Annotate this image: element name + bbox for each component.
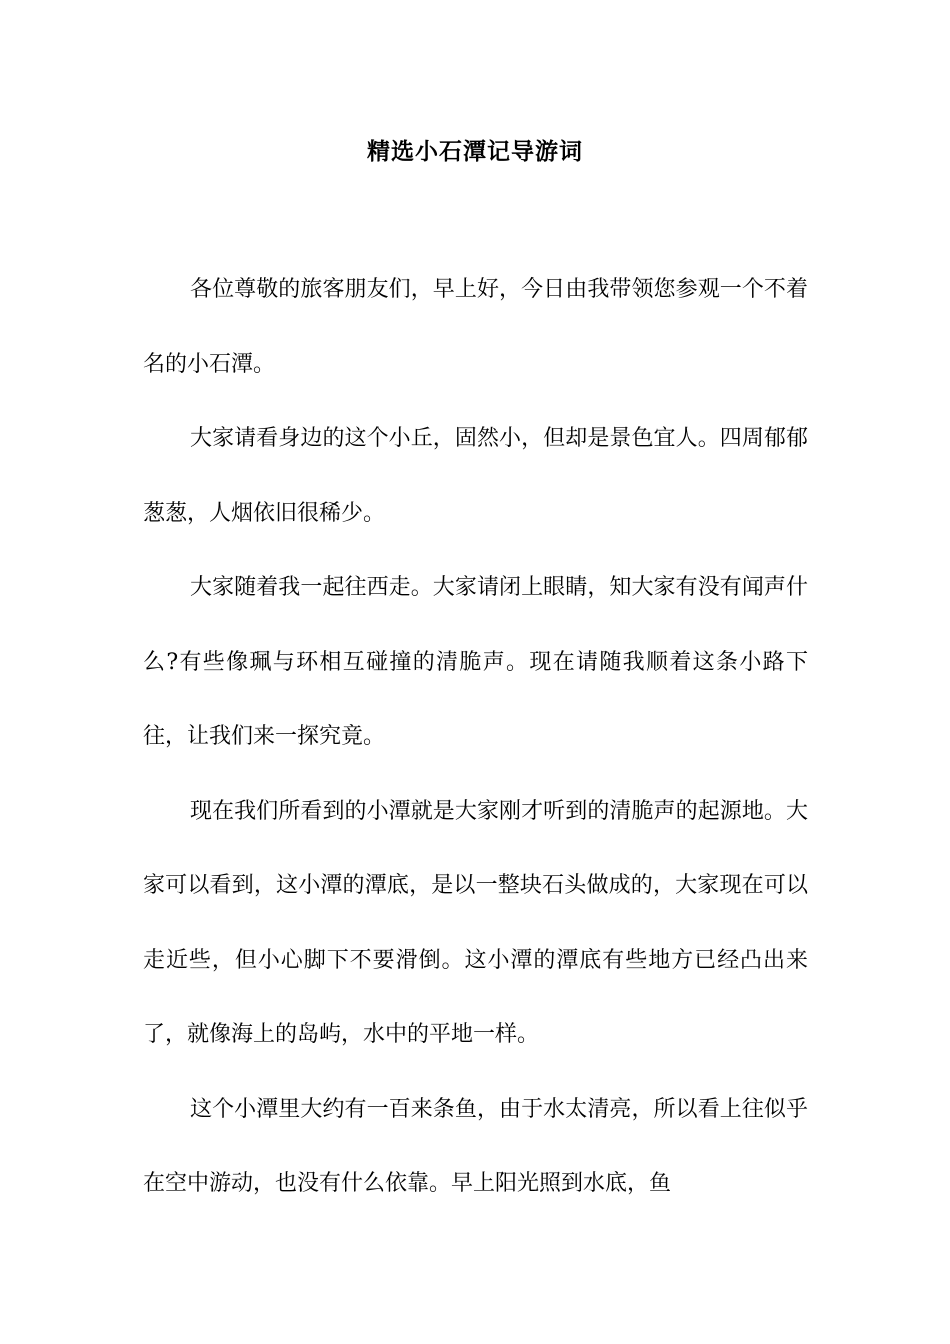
document-body: [143, 253, 808, 1222]
paragraph-4: 现在我们所看到的小潭就是大家刚才听到的清脆声的起源地。大家可以看到，这小潭的潭底，是以一整块石头做成的，大家现在可以走近些，但小心脚下不要滑倒。这小潭的潭底有些地方已经凸出来了，就像海上的岛屿，水中的平地一样。: [143, 798, 808, 1047]
paragraph-3: 大家随着我一起往西走。大家请闭上眼睛，知大家有没有闻声什么?有些像珮与环相互碰撞的清脆声。现在请随我顺着这条小路下往，让我们来一探究竟。: [143, 575, 808, 749]
paragraph-5: 这个小潭里大约有一百来条鱼，由于水太清亮，所以看上往似乎在空中游动，也没有什么依靠。早上阳光照到水底，鱼: [143, 1096, 808, 1196]
document-title: 精选小石潭记导游词: [367, 138, 583, 165]
paragraph-2: 大家请看身边的这个小丘，固然小，但却是景色宜人。四周郁郁葱葱，人烟依旧很稀少。: [143, 426, 808, 526]
paragraph-1: 各位尊敬的旅客朋友们，早上好，今日由我带领您参观一个不着名的小石潭。: [143, 277, 808, 377]
